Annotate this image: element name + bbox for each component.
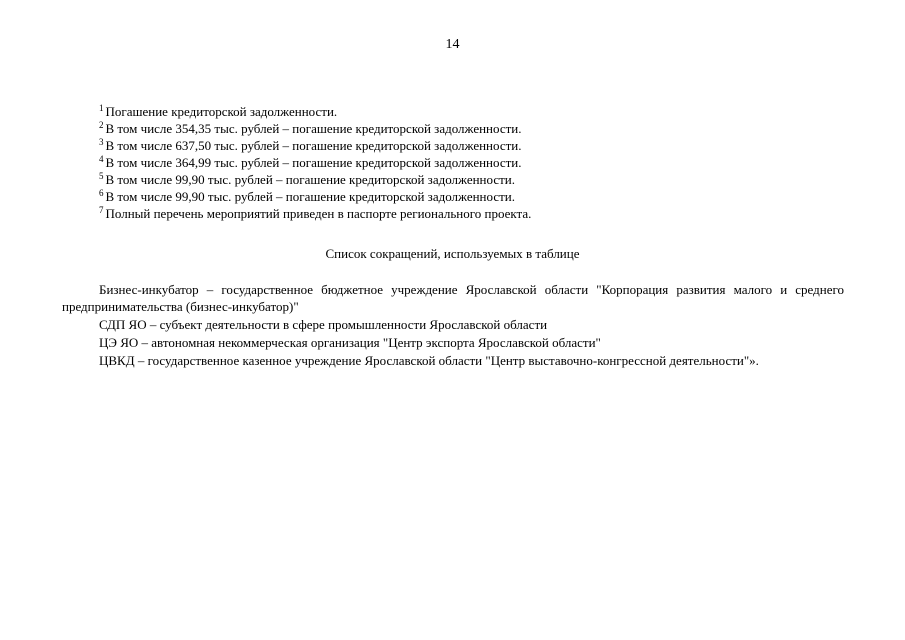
footnote-text: В том числе 354,35 тыс. рублей – погашение кредиторской задолженности. — [105, 121, 522, 136]
footnote-text: В том числе 364,99 тыс. рублей – погашение кредиторской задолженности. — [105, 155, 522, 170]
footnote — [99, 205, 699, 222]
abbreviation-item: ЦЭ ЯО – автономная некоммерческая организация "Центр экспорта Ярославской области" — [99, 335, 601, 350]
abbreviation-item: ЦВКД – государственное казенное учреждение Ярославской области "Центр выставочно-конгрессной деятельности"». — [99, 353, 759, 368]
abbreviation-item: СДП ЯО – субъект деятельности в сфере промышленности Ярославской области — [99, 317, 548, 332]
footnote — [99, 103, 699, 120]
footnote-text: Полный перечень мероприятий приведен в паспорте регионального проекта. — [105, 206, 532, 221]
footnote-mark: 1 — [99, 103, 104, 113]
footnote — [99, 171, 699, 188]
footnotes-list — [99, 103, 699, 222]
footnote-mark: 6 — [99, 188, 104, 198]
page-number: 14 — [445, 37, 460, 52]
footnote-mark: 7 — [99, 205, 104, 215]
footnote-mark: 2 — [99, 120, 104, 130]
footnote-mark: 5 — [99, 171, 104, 181]
footnote-mark: 4 — [99, 154, 104, 164]
footnote-text: Погашение кредиторской задолженности. — [105, 104, 338, 119]
abbreviations-list — [62, 281, 844, 370]
footnote-mark: 3 — [99, 137, 104, 147]
footnote — [99, 120, 699, 137]
footnote-text: В том числе 637,50 тыс. рублей – погашение кредиторской задолженности. — [105, 138, 522, 153]
footnote-text: В том числе 99,90 тыс. рублей – погашение кредиторской задолженности. — [105, 189, 515, 204]
footnote — [99, 188, 699, 205]
footnote — [99, 154, 699, 171]
abbreviation-item: Бизнес-инкубатор – государственное бюджетное учреждение Ярославской области "Корпорация развития малого и среднего предпринимательства (бизнес-инкубатор)" — [62, 282, 844, 314]
footnote — [99, 137, 699, 154]
footnote-text: В том числе 99,90 тыс. рублей – погашение кредиторской задолженности. — [105, 172, 515, 187]
abbreviations-heading: Список сокращений, используемых в таблице — [325, 246, 580, 261]
